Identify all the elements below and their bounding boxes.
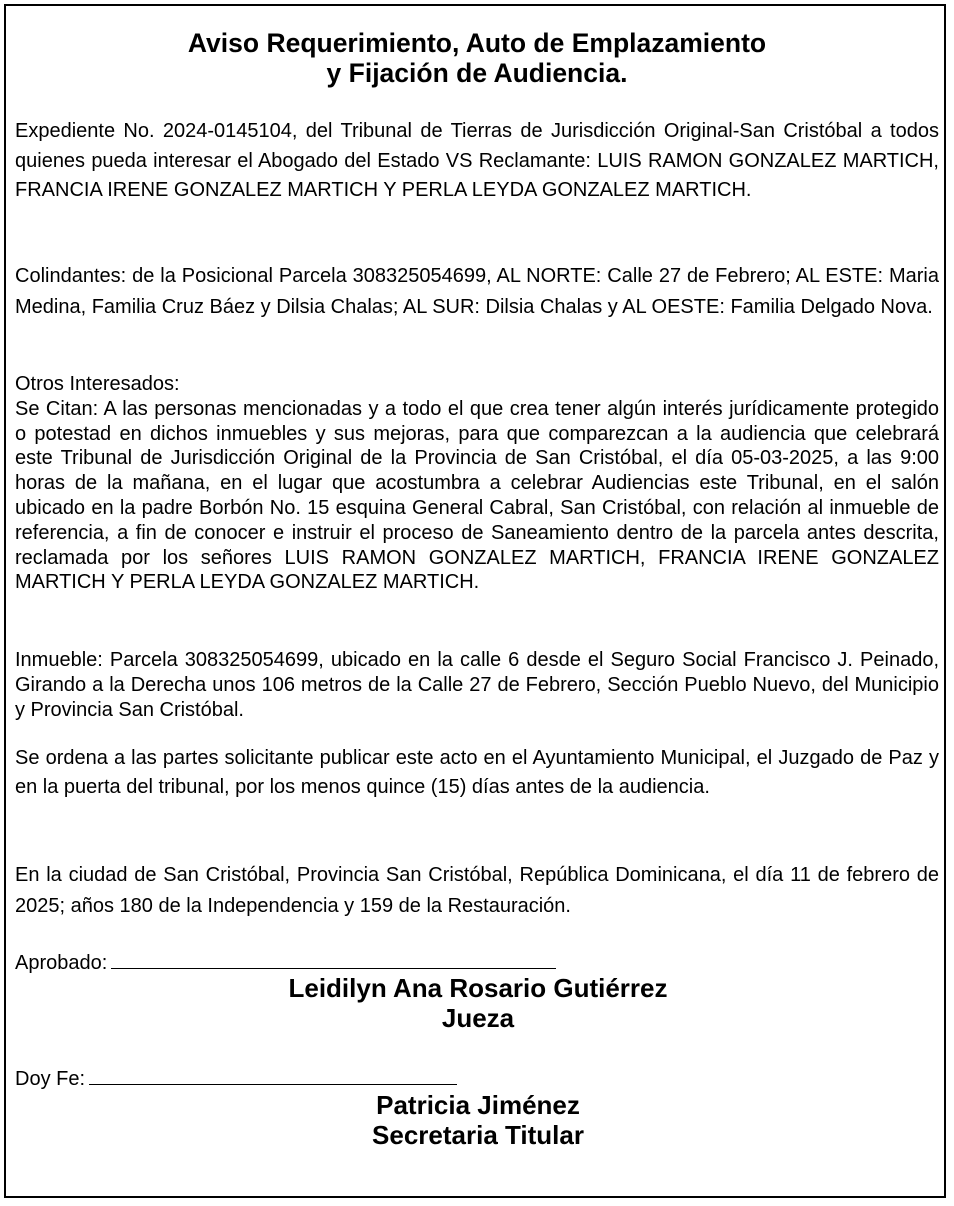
aprobado-name: Leidilyn Ana Rosario Gutiérrez: [288, 973, 668, 1003]
aprobado-signer: [228, 973, 728, 1033]
doy-fe-role: Secretaria Titular: [372, 1120, 584, 1150]
expediente-paragraph: Expediente No. 2024-0145104, del Tribunal de Tierras de Jurisdicción Original-San Cristóbal a todos quienes pueda interesar el Abogado del Estado VS Reclamante: LUIS RAMON GONZALEZ MARTICH, FRANCIA IRENE GONZALEZ MARTICH Y PERLA LEYDA GONZALEZ MARTICH.: [15, 120, 939, 201]
aprobado-label: Aprobado:: [15, 952, 108, 974]
aprobado-role: Jueza: [441, 1003, 515, 1033]
colindantes-paragraph: Colindantes: de la Posicional Parcela 308325054699, AL NORTE: Calle 27 de Febrero; AL ESTE: Maria Medina, Familia Cruz Báez y Dilsia Chalas; AL SUR: Dilsia Chalas y AL OESTE: Familia Delgado Nova.: [15, 265, 939, 318]
doy-fe-signature-line: [89, 1066, 457, 1085]
aprobado-signature-line: [111, 950, 556, 969]
otros-interesados-heading: Otros Interesados:: [15, 373, 180, 395]
doy-fe-signature-row: [15, 1066, 457, 1091]
otros-interesados-body: Se Citan: A las personas mencionadas y a todo el que crea tener algún interés jurídicamente protegido o potestad en dichos inmuebles y sus mejoras, para que comparezcan a la audiencia que celebrará este Tribunal de Jurisdicción Original de la Provincia de San Cristóbal, el día 05-03-2025, a las 9:00 horas de la mañana, en el lugar que acostumbra a celebrar Audiencias este Tribunal, en el salón ubicado en la padre Borbón No. 15 esquina General Cabral, San Cristóbal, con relación al inmueble de referencia, a fin de conocer e instruir el proceso de Saneamiento dentro de la parcela antes descrita, reclamada por los señores LUIS RAMON GONZALEZ MARTICH, FRANCIA IRENE GONZALEZ MARTICH Y PERLA LEYDA GONZALEZ MARTICH.: [15, 397, 939, 594]
title-line-2: y Fijación de Audiencia.: [326, 58, 628, 88]
doy-fe-signer: [228, 1090, 728, 1150]
orden-paragraph: Se ordena a las partes solicitante publicar este acto en el Ayuntamiento Municipal, el Juzgado de Paz y en la puerta del tribunal, por los menos quince (15) días antes de la audiencia.: [15, 747, 939, 798]
inmueble-paragraph: Inmueble: Parcela 308325054699, ubicado en la calle 6 desde el Seguro Social Francisco J. Peinado, Girando a la Derecha unos 106 metros de la Calle 27 de Febrero, Sección Pueblo Nuevo, del Municipio y Provincia San Cristóbal.: [15, 649, 939, 721]
doy-fe-name: Patricia Jiménez: [376, 1090, 580, 1120]
notice-title: [0, 28, 954, 88]
title-line-1: Aviso Requerimiento, Auto de Emplazamiento: [187, 28, 767, 58]
fecha-paragraph: En la ciudad de San Cristóbal, Provincia San Cristóbal, República Dominicana, el día 11 de febrero de 2025; años 180 de la Independencia y 159 de la Restauración.: [15, 864, 939, 917]
aprobado-signature-row: [15, 950, 556, 975]
otros-interesados-section: [15, 372, 939, 595]
doy-fe-label: Doy Fe:: [15, 1068, 86, 1090]
